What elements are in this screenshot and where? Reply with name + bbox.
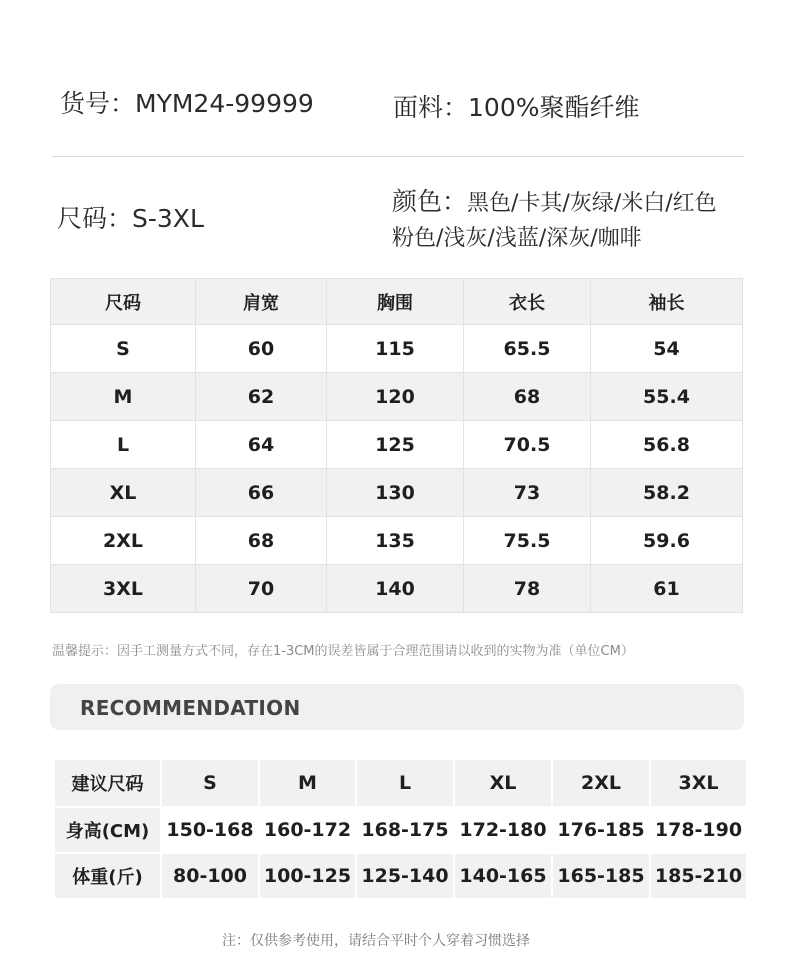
- table-cell: 62: [196, 373, 327, 421]
- table-cell: 64: [196, 421, 327, 469]
- table-cell: M: [51, 373, 196, 421]
- table-cell: 120: [327, 373, 464, 421]
- size-range-line: [57, 199, 204, 235]
- header-cell: 袖长: [591, 279, 743, 325]
- row-header: 建议尺码: [54, 759, 161, 807]
- table-cell: 55.4: [591, 373, 743, 421]
- fabric-value: 100%聚酯纤维: [468, 93, 640, 122]
- sku-label: 货号：: [60, 89, 136, 118]
- size-table: [50, 278, 743, 613]
- table-cell: 115: [327, 325, 464, 373]
- table-cell: 125: [327, 421, 464, 469]
- table-cell: 172-180: [454, 807, 552, 853]
- colors-block: [392, 184, 717, 256]
- table-cell: 165-185: [552, 853, 650, 899]
- table-cell: XL: [51, 469, 196, 517]
- table-cell: 70: [196, 565, 327, 613]
- sku-line: [60, 84, 314, 120]
- table-row: [51, 325, 743, 373]
- recommendation-table: [53, 758, 748, 900]
- table-cell: 130: [327, 469, 464, 517]
- color-line-2: 粉色/浅灰/浅蓝/深灰/咖啡: [392, 226, 642, 251]
- table-cell: 100-125: [259, 853, 356, 899]
- color-label: 颜色：: [392, 187, 468, 216]
- table-cell: 75.5: [464, 517, 591, 565]
- table-cell: 61: [591, 565, 743, 613]
- sku-value: MYM24-99999: [135, 89, 314, 118]
- header-cell: S: [161, 759, 259, 807]
- recommendation-title: RECOMMENDATION: [80, 696, 301, 720]
- fabric-line: [393, 88, 640, 124]
- divider: [52, 156, 744, 157]
- table-cell: 58.2: [591, 469, 743, 517]
- header-cell: 2XL: [552, 759, 650, 807]
- row-header: 身高(CM): [54, 807, 161, 853]
- table-cell: L: [51, 421, 196, 469]
- table-cell: 70.5: [464, 421, 591, 469]
- table-cell: 68: [464, 373, 591, 421]
- header-cell: 胸围: [327, 279, 464, 325]
- table-cell: 160-172: [259, 807, 356, 853]
- table-cell: 3XL: [51, 565, 196, 613]
- table-cell: 80-100: [161, 853, 259, 899]
- footer-note: 注：仅供参考使用，请结合平时个人穿着习惯选择: [222, 933, 530, 949]
- table-row: [54, 853, 747, 899]
- table-cell: 54: [591, 325, 743, 373]
- table-cell: 176-185: [552, 807, 650, 853]
- measurement-note: 温馨提示：因手工测量方式不同，存在1-3CM的误差皆属于合理范围请以收到的实物为准（单位CM）: [52, 644, 634, 659]
- table-cell: 168-175: [356, 807, 454, 853]
- recommendation-header-row: [54, 759, 747, 807]
- table-cell: 125-140: [356, 853, 454, 899]
- table-cell: 78: [464, 565, 591, 613]
- table-cell: 60: [196, 325, 327, 373]
- header-cell: 3XL: [650, 759, 747, 807]
- size-range-value: S-3XL: [132, 204, 204, 233]
- table-cell: 140: [327, 565, 464, 613]
- header-cell: L: [356, 759, 454, 807]
- table-row: [51, 373, 743, 421]
- header-cell: 尺码: [51, 279, 196, 325]
- table-cell: 59.6: [591, 517, 743, 565]
- header-cell: 肩宽: [196, 279, 327, 325]
- table-cell: S: [51, 325, 196, 373]
- row-header: 体重(斤): [54, 853, 161, 899]
- table-cell: 2XL: [51, 517, 196, 565]
- table-cell: 66: [196, 469, 327, 517]
- header-cell: 衣长: [464, 279, 591, 325]
- size-table-header: [51, 279, 743, 325]
- table-row: [51, 421, 743, 469]
- size-range-label: 尺码：: [57, 204, 133, 233]
- table-row: [51, 517, 743, 565]
- header-cell: M: [259, 759, 356, 807]
- fabric-label: 面料：: [393, 93, 469, 122]
- table-cell: 185-210: [650, 853, 747, 899]
- table-cell: 65.5: [464, 325, 591, 373]
- table-cell: 68: [196, 517, 327, 565]
- table-row: [51, 469, 743, 517]
- table-row: [51, 565, 743, 613]
- table-cell: 150-168: [161, 807, 259, 853]
- table-cell: 140-165: [454, 853, 552, 899]
- header-cell: XL: [454, 759, 552, 807]
- table-cell: 73: [464, 469, 591, 517]
- table-row: [54, 807, 747, 853]
- table-cell: 56.8: [591, 421, 743, 469]
- color-line-1: 黑色/卡其/灰绿/米白/红色: [467, 191, 717, 216]
- recommendation-banner: [50, 684, 744, 730]
- table-cell: 135: [327, 517, 464, 565]
- table-cell: 178-190: [650, 807, 747, 853]
